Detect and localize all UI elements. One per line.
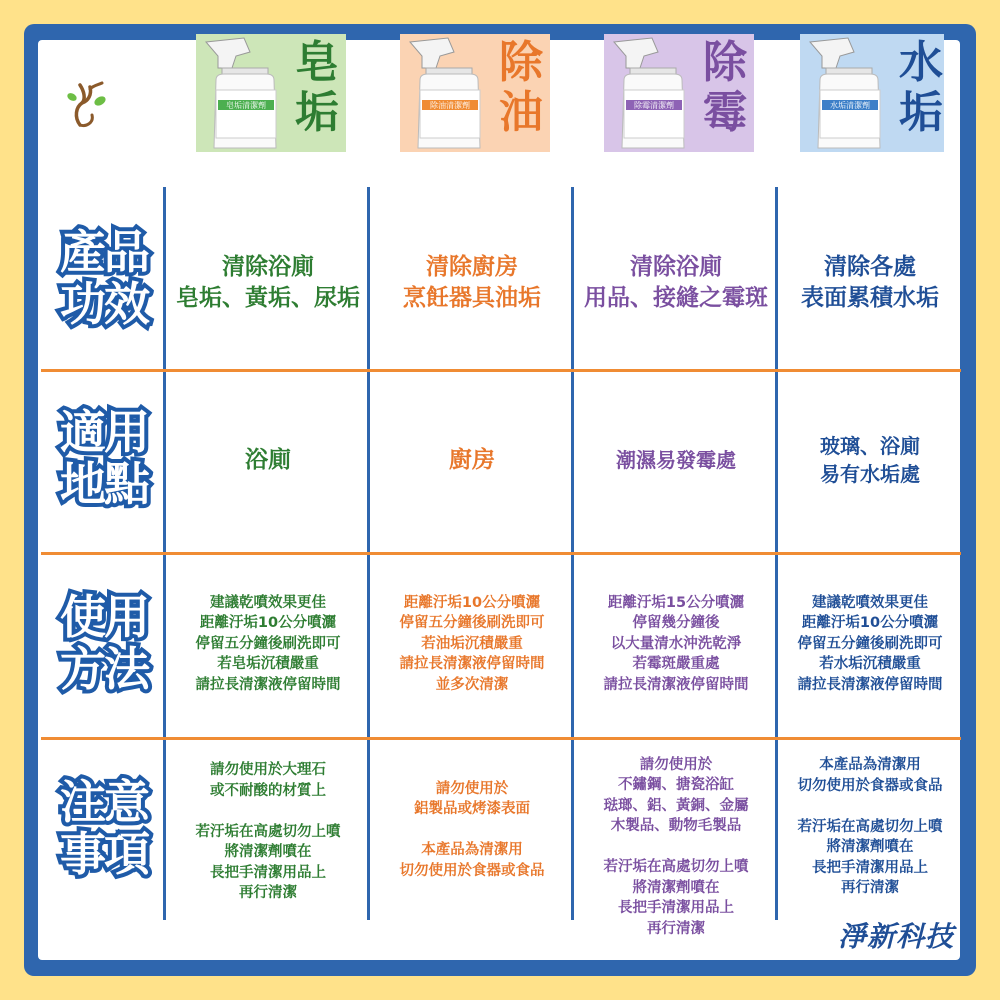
cell-line: 琺瑯、鋁、黃銅、金屬 bbox=[603, 797, 749, 814]
cell-line: 若油垢沉積嚴重 bbox=[421, 635, 523, 652]
product-header-limescale bbox=[800, 34, 950, 152]
cell-line: 停留幾分鐘後 bbox=[632, 615, 720, 632]
cell-line: 不鏽鋼、搪瓷浴缸 bbox=[618, 777, 734, 794]
product-header-degreaser bbox=[400, 34, 550, 152]
cell-line: 易有水垢處 bbox=[820, 462, 920, 486]
row-label-efficacy bbox=[48, 226, 160, 330]
cell-line: 清除浴廁 bbox=[630, 254, 722, 280]
row-divider bbox=[41, 369, 961, 372]
cell-line: 建議乾噴效果更佳 bbox=[812, 594, 928, 611]
cell-line: 請拉長清潔液停留時間 bbox=[603, 676, 749, 693]
cell-notes-oil bbox=[371, 770, 573, 890]
cell-line: 長把手清潔用品上 bbox=[812, 859, 928, 876]
cell-line bbox=[673, 837, 678, 858]
cell-line: 或不耐酸的材質上 bbox=[210, 782, 326, 799]
cell-line: 切勿使用於食器或食品 bbox=[399, 862, 545, 879]
cell-line: 再行清潔 bbox=[239, 885, 297, 902]
cell-line: 請拉長清潔液停留時間 bbox=[797, 676, 943, 693]
product-title bbox=[696, 38, 754, 138]
cell-line: 若水垢沉積嚴重 bbox=[819, 656, 921, 673]
cell-line: 停留五分鐘後刷洗即可 bbox=[797, 635, 943, 652]
cell-line: 若汙垢在高處切勿上噴 bbox=[603, 859, 749, 876]
cell-usage-mold bbox=[575, 590, 777, 698]
cell-line: 烹飪器具油垢 bbox=[403, 285, 541, 311]
bottle-label: 皂垢清潔劑 bbox=[226, 101, 266, 110]
row-label-line: 注意 bbox=[60, 775, 148, 829]
cell-line: 清除廚房 bbox=[426, 254, 518, 280]
title-char-2: 垢 bbox=[295, 87, 339, 138]
cell-efficacy-scale bbox=[779, 248, 961, 318]
deer-antler-logo bbox=[60, 75, 112, 135]
product-header-mold bbox=[604, 34, 754, 152]
cell-line: 表面累積水垢 bbox=[801, 285, 939, 311]
cell-line: 長把手清潔用品上 bbox=[210, 864, 326, 881]
bottle-label: 水垢清潔劑 bbox=[830, 101, 870, 110]
title-char-2: 垢 bbox=[899, 87, 943, 138]
cell-line: 距離汙垢15公分噴灑 bbox=[607, 594, 745, 611]
cell-line: 建議乾噴效果更佳 bbox=[210, 594, 326, 611]
cell-line bbox=[265, 801, 270, 822]
row-label-line: 方法 bbox=[60, 642, 148, 696]
cell-usage-scale bbox=[779, 590, 961, 698]
row-label-notes bbox=[48, 776, 160, 880]
cell-line: 請勿使用於大理石 bbox=[210, 762, 326, 779]
cell-line: 浴廁 bbox=[245, 446, 291, 473]
title-char-2: 霉 bbox=[703, 87, 747, 138]
cell-notes-scale bbox=[779, 752, 961, 902]
cell-line: 若汙垢在高處切勿上噴 bbox=[797, 818, 943, 835]
cell-line: 清除各處 bbox=[824, 254, 916, 280]
cell-line: 清除浴廁 bbox=[222, 254, 314, 280]
cell-line: 將清潔劑噴在 bbox=[224, 844, 312, 861]
cell-location-soap bbox=[167, 428, 369, 492]
cell-line: 將清潔劑噴在 bbox=[826, 839, 914, 856]
cell-line: 再行清潔 bbox=[841, 880, 899, 897]
cell-line: 並多次清潔 bbox=[435, 676, 509, 693]
cell-line: 請拉長清潔液停留時間 bbox=[195, 676, 341, 693]
cell-notes-mold bbox=[575, 752, 777, 942]
row-divider bbox=[41, 737, 961, 740]
cell-line: 皂垢、黃垢、尿垢 bbox=[176, 285, 360, 311]
spray-bottle-icon bbox=[196, 34, 292, 152]
cell-line: 停留五分鐘後刷洗即可 bbox=[399, 615, 545, 632]
cell-line: 停留五分鐘後刷洗即可 bbox=[195, 635, 341, 652]
product-header-soap-scum bbox=[196, 34, 346, 152]
cell-usage-oil bbox=[371, 590, 573, 698]
row-label-location bbox=[48, 406, 160, 510]
cell-line: 請勿使用於 bbox=[639, 756, 713, 773]
cell-line: 距離汙垢10公分噴灑 bbox=[199, 615, 337, 632]
cell-line: 潮濕易發霉處 bbox=[616, 448, 736, 472]
cell-line: 長把手清潔用品上 bbox=[618, 900, 734, 917]
cell-line: 再行清潔 bbox=[647, 920, 705, 937]
cell-line: 請拉長清潔液停留時間 bbox=[399, 656, 545, 673]
cell-line: 距離汙垢10公分噴灑 bbox=[403, 594, 541, 611]
row-label-line: 事項 bbox=[60, 827, 148, 881]
row-label-line: 地點 bbox=[60, 457, 148, 511]
row-label-line: 產品 bbox=[60, 225, 148, 279]
row-label-line: 適用 bbox=[60, 405, 148, 459]
title-char-1: 水 bbox=[899, 37, 943, 88]
cell-location-scale bbox=[779, 428, 961, 492]
cell-line: 木製品、動物毛製品 bbox=[610, 818, 742, 835]
spray-bottle-icon bbox=[400, 34, 496, 152]
row-divider bbox=[41, 552, 961, 555]
cell-line: 若霉斑嚴重處 bbox=[632, 656, 720, 673]
cell-line: 廚房 bbox=[449, 446, 495, 473]
product-title bbox=[288, 38, 346, 138]
product-title bbox=[892, 38, 950, 138]
title-char-2: 油 bbox=[499, 87, 543, 138]
cell-efficacy-soap bbox=[167, 248, 369, 318]
cell-efficacy-oil bbox=[371, 248, 573, 318]
spray-bottle-icon bbox=[800, 34, 896, 152]
cell-efficacy-mold bbox=[575, 248, 777, 318]
cell-line: 距離汙垢10公分噴灑 bbox=[801, 615, 939, 632]
cell-line: 本產品為清潔用 bbox=[819, 757, 921, 774]
title-char-1: 皂 bbox=[295, 37, 339, 88]
title-char-1: 除 bbox=[703, 37, 747, 88]
cell-line: 切勿使用於食器或食品 bbox=[797, 777, 943, 794]
cell-notes-soap bbox=[167, 757, 369, 907]
bottle-label: 除霉清潔劑 bbox=[634, 101, 674, 110]
cell-line: 用品、接縫之霉斑 bbox=[584, 285, 768, 311]
cell-line: 鋁製品或烤漆表面 bbox=[414, 801, 530, 818]
cell-line: 玻璃、浴廁 bbox=[820, 434, 920, 458]
cell-location-mold bbox=[575, 428, 777, 492]
cell-line: 若汙垢在高處切勿上噴 bbox=[195, 823, 341, 840]
product-title bbox=[492, 38, 550, 138]
cell-line: 將清潔劑噴在 bbox=[632, 879, 720, 896]
cell-line: 本產品為清潔用 bbox=[421, 842, 523, 859]
row-label-line: 功效 bbox=[60, 277, 148, 331]
cell-usage-soap bbox=[167, 590, 369, 698]
title-char-1: 除 bbox=[499, 37, 543, 88]
row-label-usage bbox=[48, 591, 160, 695]
cell-line bbox=[867, 796, 872, 817]
row-label-line: 使用 bbox=[60, 590, 148, 644]
cell-line: 若皂垢沉積嚴重 bbox=[217, 656, 319, 673]
cell-line: 以大量清水沖洗乾淨 bbox=[610, 635, 742, 652]
cell-line bbox=[469, 820, 474, 841]
bottle-label: 除油清潔劑 bbox=[430, 101, 470, 110]
brand-logo-text: 淨新科技 bbox=[838, 920, 955, 953]
cell-line: 請勿使用於 bbox=[435, 780, 509, 797]
cell-location-oil bbox=[371, 428, 573, 492]
spray-bottle-icon bbox=[604, 34, 700, 152]
